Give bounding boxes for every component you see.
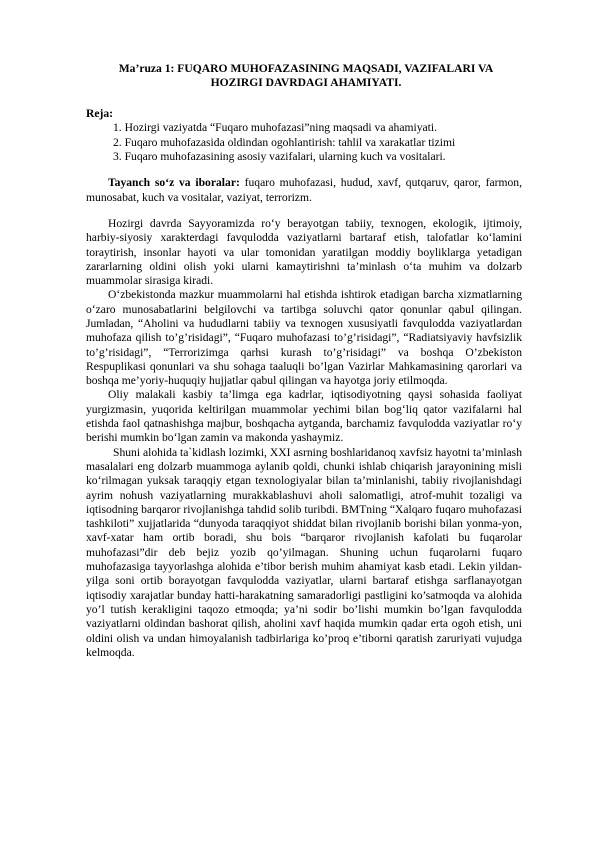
keywords-paragraph bbox=[86, 176, 522, 205]
body-paragraph: Hozirgi davrda Sayyoramizda ro‘y berayotgan tabiiy, texnogen, ekologik, ijtimoiy, harbiy-siyosiy xarakterdagi favqulodda vaziyatlarni bartaraf etish, talofatlar ko‘lamini toraytirish, insonlar hayoti va ular tomonidan yaratilgan moddiy boyliklarga yetadigan zararlarning oldini olish yoki ularni kamaytirishni ta’minlash o‘ta muhim va dolzarb muammolar sirasiga kiradi. bbox=[86, 216, 522, 288]
plan-item: 3. Fuqaro muhofazasining asosiy vazifalari, ularning kuch va vositalari. bbox=[113, 149, 446, 163]
document-page bbox=[86, 62, 522, 660]
body-paragraph: O‘zbekistonda mazkur muammolarni hal etishda ishtirok etadigan barcha xizmatlarning o‘zaro munosabatlarini belgilovchi va tartibga soluvchi qator qonunlar qabul qilingan. Jumladan, “Aholini va hududlarni tabiiy va texnogen xususiyatli favqulodda vaziyatlardan muhofaza qilish to’g’risidagi”, “Fuqaro muhofazasi to’g’risidagi”, “Radiatsiyaviy havfsizlik to’g’risidagi”, “Terrorizimga qarhsi kurash to’g’risidagi” va boshqa O’zbekiston Respuplikasi qonunlari va shu sohaga taaluqli bo’lgan Vazirlar Mahkamasining qarorlari va boshqa me’yoriy-huquqiy hujjatlar qabul qilingan va hayotga joriy etilmoqda. bbox=[86, 288, 522, 388]
title-line-2: HOZIRGI DAVRDAGI AHAMIYATI. bbox=[210, 76, 402, 90]
body-text bbox=[86, 217, 522, 660]
body-paragraph: Oliy malakali kasbiy ta’limga ega kadrlar, iqtisodiyotning qaysi sohasida faoliyat yurgizmasin, yuqorida keltirilgan muammolar yechimi bilan bog‘liq qator vazifalarni hal etishda faol qatnashishga majbur, boshqacha aytganda, barchamiz favqulodda vaziyatlar ro‘y berishi mumkin bo‘lgan zamin va makonda yashaymiz. bbox=[86, 388, 522, 445]
plan-item: 2. Fuqaro muhofazasida oldindan ogohlantirish: tahlil va xarakatlar tizimi bbox=[113, 135, 456, 149]
document-title bbox=[86, 62, 522, 91]
plan-list bbox=[86, 121, 522, 164]
plan-item: 1. Hozirgi vaziyatda “Fuqaro muhofazasi”ning maqsadi va ahamiyati. bbox=[113, 121, 437, 135]
keywords-label: Tayanch so‘z va iboralar: bbox=[108, 176, 240, 190]
title-line-1: Ma’ruza 1: FUQARO MUHOFAZASINING MAQSADI, VAZIFALARI VA bbox=[118, 62, 494, 75]
plan-heading: Reja: bbox=[86, 106, 114, 120]
body-paragraph: Shuni alohida ta`kidlash lozimki, XXI asrning boshlaridanoq xavfsiz hayotni ta’minlash masalalari eng dolzarb muammoga aylanib qoldi, chunki ishlab chiqarish jarayonining misli ko‘rilmagan yuksak taraqqiy etgan texnologiyalar bilan ta’minlanishi, tabiiy rivojlanishdagi ayrim nohush vaziyatlarning murakkablashuvi aholi salomatligi, atrof-muhit tozaligi va iqtisodning barqaror rivojlanishga tahdid solib turibdi. BMTning “Xalqaro fuqaro muhofazasi tashkiloti” xujjatlarida “dunyoda taraqqiyot shiddat bilan rivojlanib borishi bilan yonma-yon, xavf-xatar ham ortib boradi, shu bois “barqaror rivojlanish kafolati bu fuqarolar muhofazasi”dir deb bejiz yozib qo’yilmagan. Shuning uchun fuqarolarni fuqaro muhofazasiga tayyorlashga alohida e’tibor berish muhim ahamiyat kasb etadi. Lekin yildan-yilga soni ortib borayotgan favqulodda vaziyatlar, ularni bartaraf etishga sarflanayotgan iqtisodiy xarajatlar bunday hatti-harakatning samaradorligi pastligini ko’satmoqda va alohida yo’l tutish kerakligini taqozo etmoqda; ya’ni sodir bo’lishi mumkin bo’lgan favqulodda vaziyatlarni oldindan bashorat qilish, aholini xavf haqida mumkin qadar erta ogoh etish, uni oldini olish va undan himoyalanish tadbirlariga ko’proq e’tiborni qaratish zaruriyati vujudga kelmoqda. bbox=[86, 445, 522, 659]
keywords-text: fuqaro muhofazasi, hudud, xavf, qutqaruv, qaror, farmon, munosabat, kuch va vositalar, vaziyat, terrorizm. bbox=[86, 176, 522, 204]
